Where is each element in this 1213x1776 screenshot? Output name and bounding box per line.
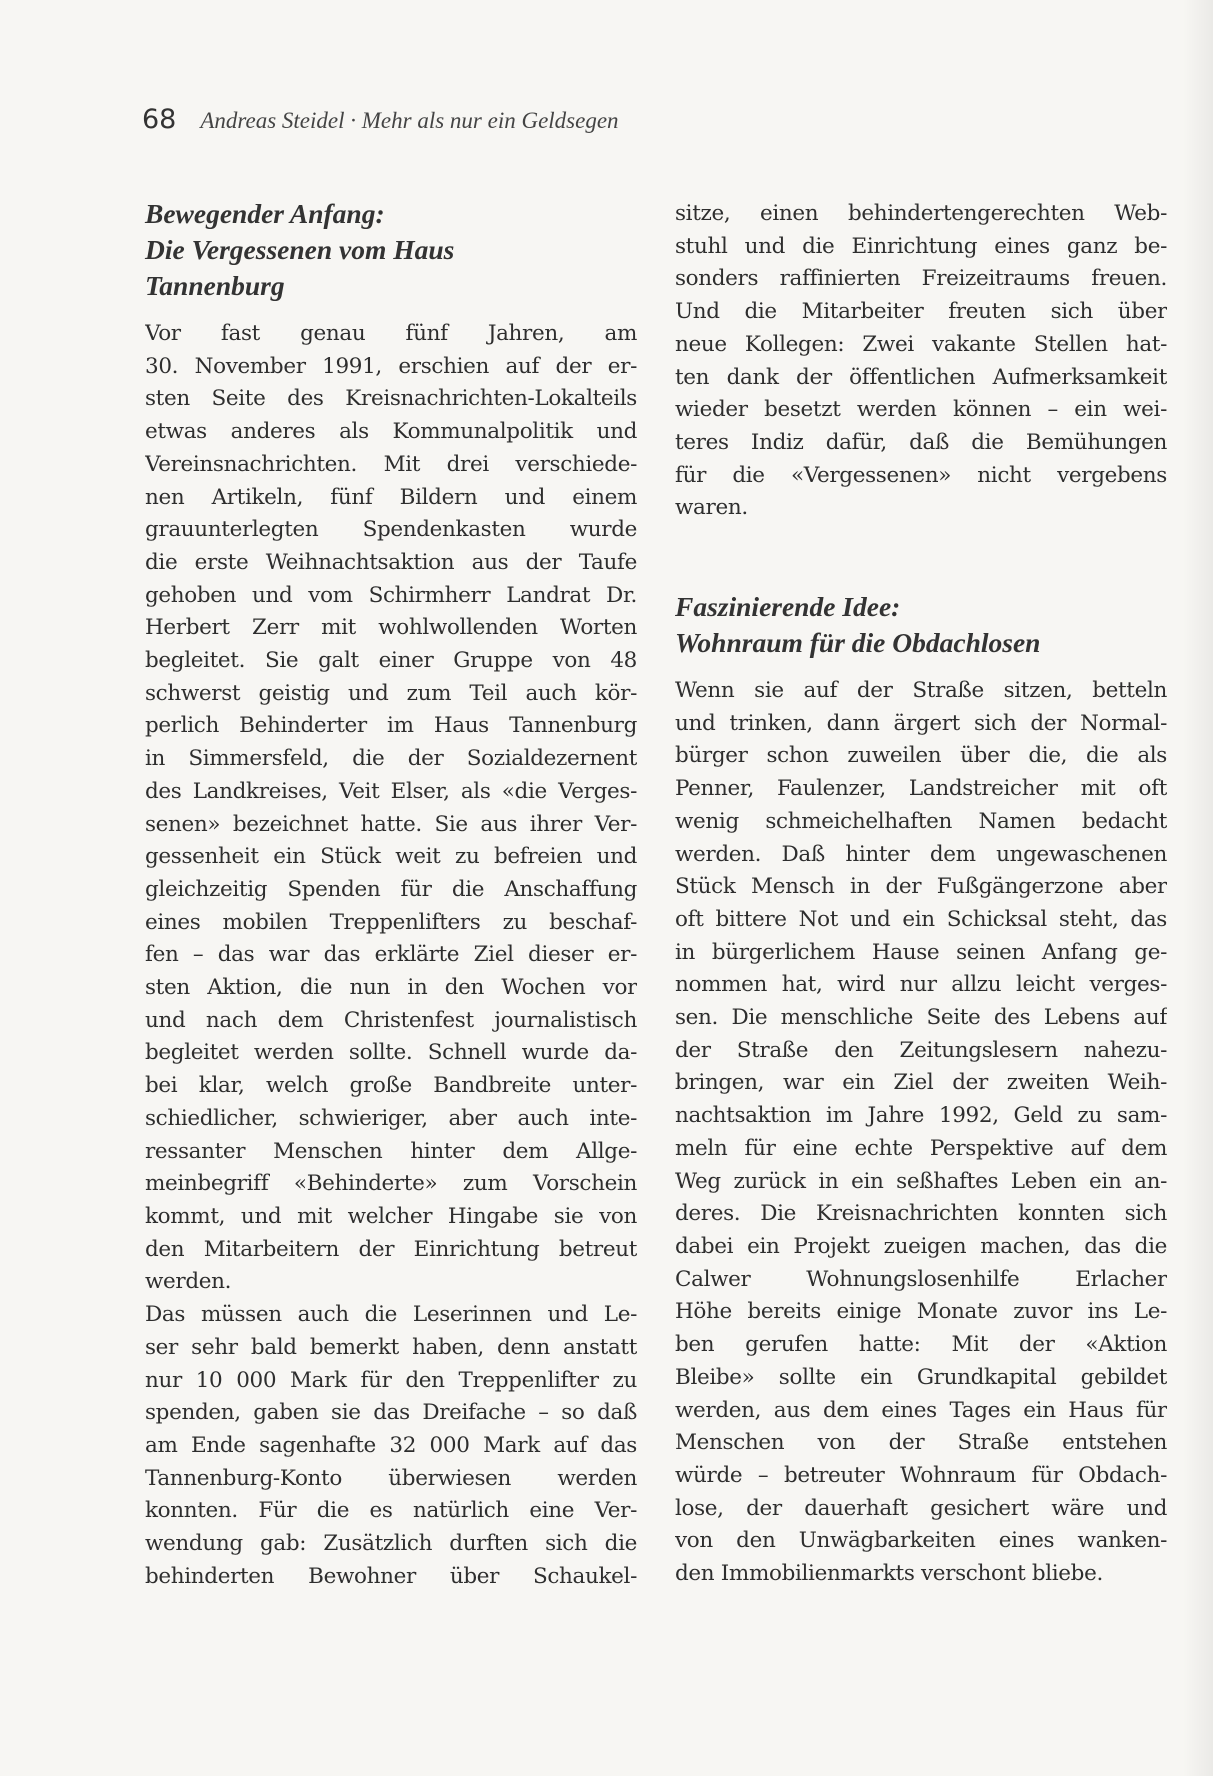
text-line: und trinken, dann ärgert sich der Normal- [675,710,1167,736]
text-line: nachtsaktion im Jahre 1992, Geld zu sam- [675,1103,1167,1129]
text-line: grauunterlegten Spendenkasten wurde [145,517,637,543]
text-line: deres. Die Kreisnachrichten konnten sich [675,1201,1167,1227]
right-column [675,198,1167,1591]
text-line: teres Indiz dafür, daß die Bemühungen [675,429,1167,455]
text-line: Stück Mensch in der Fußgängerzone aber [675,874,1167,900]
text-line: begleitet werden sollte. Schnell wurde da- [145,1040,637,1066]
text-line: fen – das war das erklärte Ziel dieser er- [145,942,637,968]
text-line: sten Seite des Kreisnachrichten-Lokalteils [145,386,637,412]
text-line: in bürgerlichem Hause seinen Anfang ge- [675,939,1167,965]
section-gap [675,525,1167,589]
text-line: neue Kollegen: Zwei vakante Stellen hat- [675,331,1167,357]
text-line: begleitet. Sie galt einer Gruppe von 48 [145,648,637,674]
page-header [142,104,619,144]
text-line: kommt, und mit welcher Hingabe sie von [145,1203,637,1229]
text-line: Penner, Faulenzer, Landstreicher mit oft [675,776,1167,802]
text-line: des Landkreises, Veit Elser, als «die Verges- [145,778,637,804]
paragraph [675,198,1167,525]
text-line: eines mobilen Treppenlifters zu beschaf- [145,909,637,935]
text-line: bei klar, welch große Bandbreite unter- [145,1073,637,1099]
text-line: sen. Die menschliche Seite des Lebens auf [675,1005,1167,1031]
section-heading-obdachlose [675,589,1167,661]
heading-line: Tannenburg [145,270,285,301]
heading-line: Faszinierende Idee: [675,591,901,623]
text-line: Tannenburg-Konto überwiesen werden [145,1465,637,1491]
text-line: gehoben und vom Schirmherr Landrat Dr. [145,582,637,608]
text-line: der Straße den Zeitungslesern nahezu- [675,1037,1167,1063]
text-line: Calwer Wohnungslosenhilfe Erlacher [675,1266,1167,1292]
text-line: Vereinsnachrichten. Mit drei verschiede- [145,451,637,477]
text-line: stuhl und die Einrichtung eines ganz be- [675,233,1167,259]
paragraph [145,318,637,1299]
text-line: Weg zurück in ein seßhaftes Leben ein an- [675,1168,1167,1194]
text-line: konnten. Für die es natürlich eine Ver- [145,1498,637,1524]
text-line: lose, der dauerhaft gesichert wäre und [675,1495,1167,1521]
running-head: Andreas Steidel · Mehr als nur ein Geldsegen [200,108,619,133]
text-line: für die «Vergessenen» nicht vergebens [675,462,1167,488]
text-line: nommen hat, wird nur allzu leicht verges- [675,972,1167,998]
text-line: den Mitarbeitern der Einrichtung betreut [145,1236,637,1262]
text-line: Herbert Zerr mit wohlwollenden Worten [145,615,637,641]
paragraph [145,1299,637,1593]
heading-line: Wohnraum für die Obdachlosen [675,627,1041,659]
heading-line: Bewegender Anfang: [145,198,385,229]
text-line: bringen, war ein Ziel der zweiten Weih- [675,1070,1167,1096]
text-line: werden. [145,1269,232,1295]
text-line: nur 10 000 Mark für den Treppenlifter zu [145,1367,637,1393]
text-line: nen Artikeln, fünf Bildern und einem [145,484,637,510]
text-line: Menschen von der Straße entstehen [675,1430,1167,1456]
page-number: 68 [142,104,177,135]
text-line: dabei ein Projekt zueigen machen, das die [675,1233,1167,1259]
text-line: wendung gab: Zusätzlich durften sich die [145,1531,637,1557]
text-line: Bleibe» sollte ein Grundkapital gebildet [675,1364,1167,1390]
text-line: werden. Daß hinter dem ungewaschenen [675,841,1167,867]
text-line: und nach dem Christenfest journalistisch [145,1007,637,1033]
text-line: Wenn sie auf der Straße sitzen, betteln [675,678,1167,704]
text-line: ben gerufen hatte: Mit der «Aktion [675,1332,1167,1358]
text-line: meln für eine echte Perspektive auf dem [675,1135,1167,1161]
text-line: perlich Behinderter im Haus Tannenburg [145,713,637,739]
text-line: oft bittere Not und ein Schicksal steht, das [675,906,1167,932]
paragraph [675,675,1167,1591]
text-line: in Simmersfeld, die der Sozialdezernent [145,746,637,772]
section-heading-tannenburg [145,196,637,304]
text-line: ser sehr bald bemerkt haben, denn anstatt [145,1334,637,1360]
text-line: von den Unwägbarkeiten eines wanken- [675,1528,1167,1554]
text-line: den Immobilienmarkts verschont bliebe. [675,1561,1103,1587]
text-line: meinbegriff «Behinderte» zum Vorschein [145,1171,637,1197]
text-line: behinderten Bewohner über Schaukel- [145,1563,637,1589]
text-line: am Ende sagenhafte 32 000 Mark auf das [145,1432,637,1458]
text-line: senen» bezeichnet hatte. Sie aus ihrer Ver- [145,811,637,837]
text-line: Und die Mitarbeiter freuten sich über [675,299,1167,325]
text-line: sten Aktion, die nun in den Wochen vor [145,975,637,1001]
text-line: würde – betreuter Wohnraum für Obdach- [675,1462,1167,1488]
text-line: etwas anderes als Kommunalpolitik und [145,419,637,445]
text-line: die erste Weihnachtsaktion aus der Taufe [145,549,637,575]
text-line: waren. [675,495,748,521]
text-line: Vor fast genau fünf Jahren, am [145,321,637,346]
heading-line: Die Vergessenen vom Haus [145,234,455,265]
text-line: schiedlicher, schwieriger, aber auch inte- [145,1105,637,1131]
text-line: Höhe bereits einige Monate zuvor ins Le- [675,1299,1167,1325]
text-line: 30. November 1991, erschien auf der er- [145,353,637,379]
text-line: Das müssen auch die Leserinnen und Le- [145,1302,637,1328]
text-line: bürger schon zuweilen über die, die als [675,743,1167,769]
text-line: ten dank der öffentlichen Aufmerksamkeit [675,364,1167,390]
text-line: sonders raffinierten Freizeitraums freuen. [675,266,1167,292]
text-line: schwerst geistig und zum Teil auch kör- [145,680,637,706]
left-column [145,196,637,1593]
text-line: wenig schmeichelhaften Namen bedacht [675,808,1167,834]
text-line: gessenheit ein Stück weit zu befreien und [145,844,637,870]
text-line: ressanter Menschen hinter dem Allge- [145,1138,637,1164]
text-line: spenden, gaben sie das Dreifache – so daß [145,1400,637,1426]
text-line: gleichzeitig Spenden für die Anschaffung [145,876,637,902]
text-line: werden, aus dem eines Tages ein Haus für [675,1397,1167,1423]
page-edge-shadow [1183,0,1213,1776]
text-line: sitze, einen behindertengerechten Web- [675,201,1167,226]
text-line: wieder besetzt werden können – ein wei- [675,397,1167,423]
